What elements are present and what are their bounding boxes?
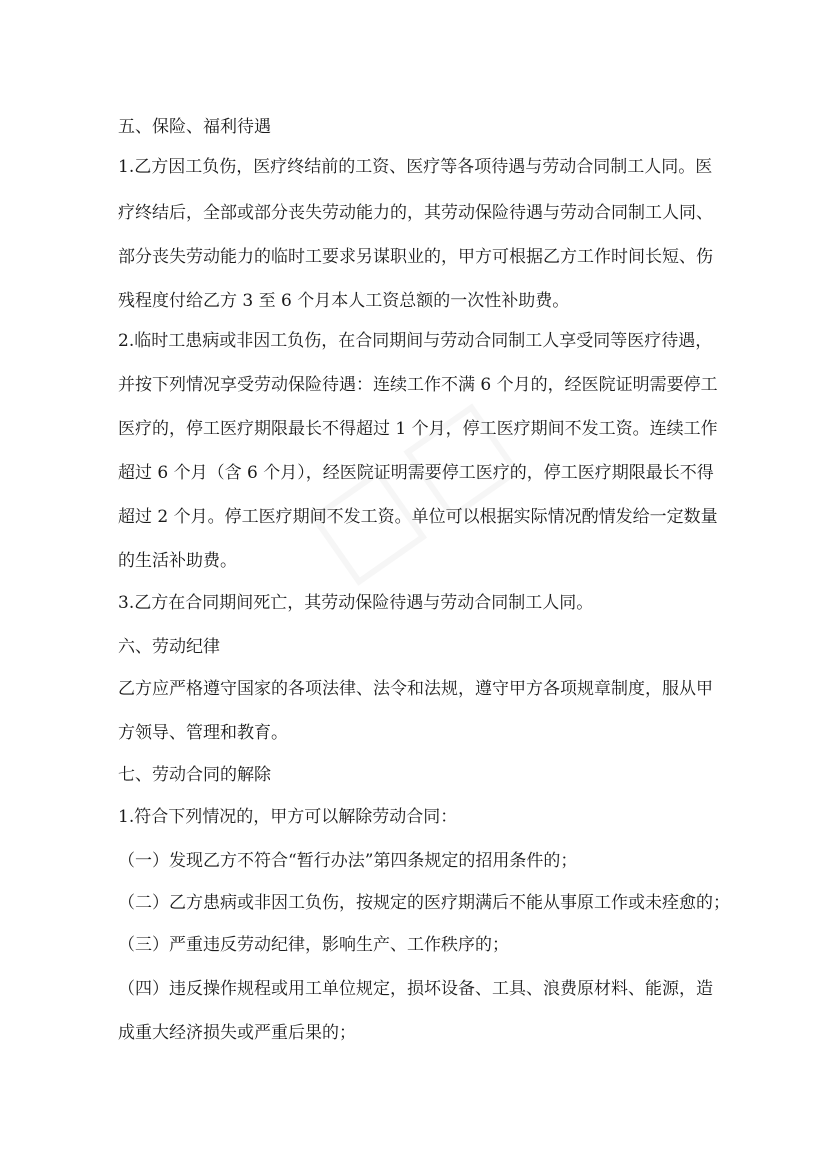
- paragraph-line: 1.乙方因工负伤，医疗终结前的工资、医疗等各项待遇与劳动合同制工人同。医: [118, 157, 713, 177]
- paragraph-line: 2.临时工患病或非因工负伤，在合同期间与劳动合同制工人享受同等医疗待遇，: [118, 331, 713, 351]
- paragraph-line: 乙方应严格遵守国家的各项法律、法令和法规，遵守甲方各项规章制度，服从甲: [118, 679, 713, 699]
- section-heading: 六、劳动纪律: [118, 637, 220, 657]
- list-item-line: （一）发现乙方不符合“暂行办法”第四条规定的招用条件的；: [118, 851, 578, 871]
- list-item-line: （三）严重违反劳动纪律，影响生产、工作秩序的；: [118, 935, 509, 955]
- paragraph-line: 医疗的，停工医疗期限最长不得超过 1 个月，停工医疗期间不发工资。连续工作: [118, 419, 718, 439]
- section-heading: 七、劳动合同的解除: [118, 765, 271, 785]
- list-item-line: 成重大经济损失或严重后果的；: [118, 1023, 356, 1043]
- paragraph-line: 的生活补助费。: [118, 551, 237, 571]
- paragraph-line: 部分丧失劳动能力的临时工要求另谋职业的，甲方可根据乙方工作时间长短、伤: [118, 247, 713, 267]
- watermark: [284, 366, 544, 602]
- paragraph-line: 3.乙方在合同期间死亡，其劳动保险待遇与劳动合同制工人同。: [118, 593, 594, 613]
- paragraph-line: 残程度付给乙方 3 至 6 个月本人工资总额的一次性补助费。: [118, 291, 570, 311]
- paragraph-line: 疗终结后，全部或部分丧失劳动能力的，其劳动保险待遇与劳动合同制工人同、: [118, 203, 713, 223]
- list-item-line: （二）乙方患病或非因工负伤，按规定的医疗期满后不能从事原工作或未痊愈的；: [118, 893, 730, 913]
- paragraph-line: 并按下列情况享受劳动保险待遇：连续工作不满 6 个月的，经医院证明需要停工: [118, 375, 718, 395]
- paragraph-line: 超过 6 个月（含 6 个月），经医院证明需要停工医疗的，停工医疗期限最长不得: [118, 463, 714, 483]
- paragraph-line: 超过 2 个月。停工医疗期间不发工资。单位可以根据实际情况酌情发给一定数量: [118, 507, 718, 527]
- section-heading: 五、保险、福利待遇: [118, 117, 271, 137]
- paragraph-line: 1.符合下列情况的，甲方可以解除劳动合同：: [118, 807, 458, 827]
- paragraph-line: 方领导、管理和教育。: [118, 723, 288, 743]
- list-item-line: （四）违反操作规程或用工单位规定，损坏设备、工具、浪费原材料、能源，造: [118, 979, 713, 999]
